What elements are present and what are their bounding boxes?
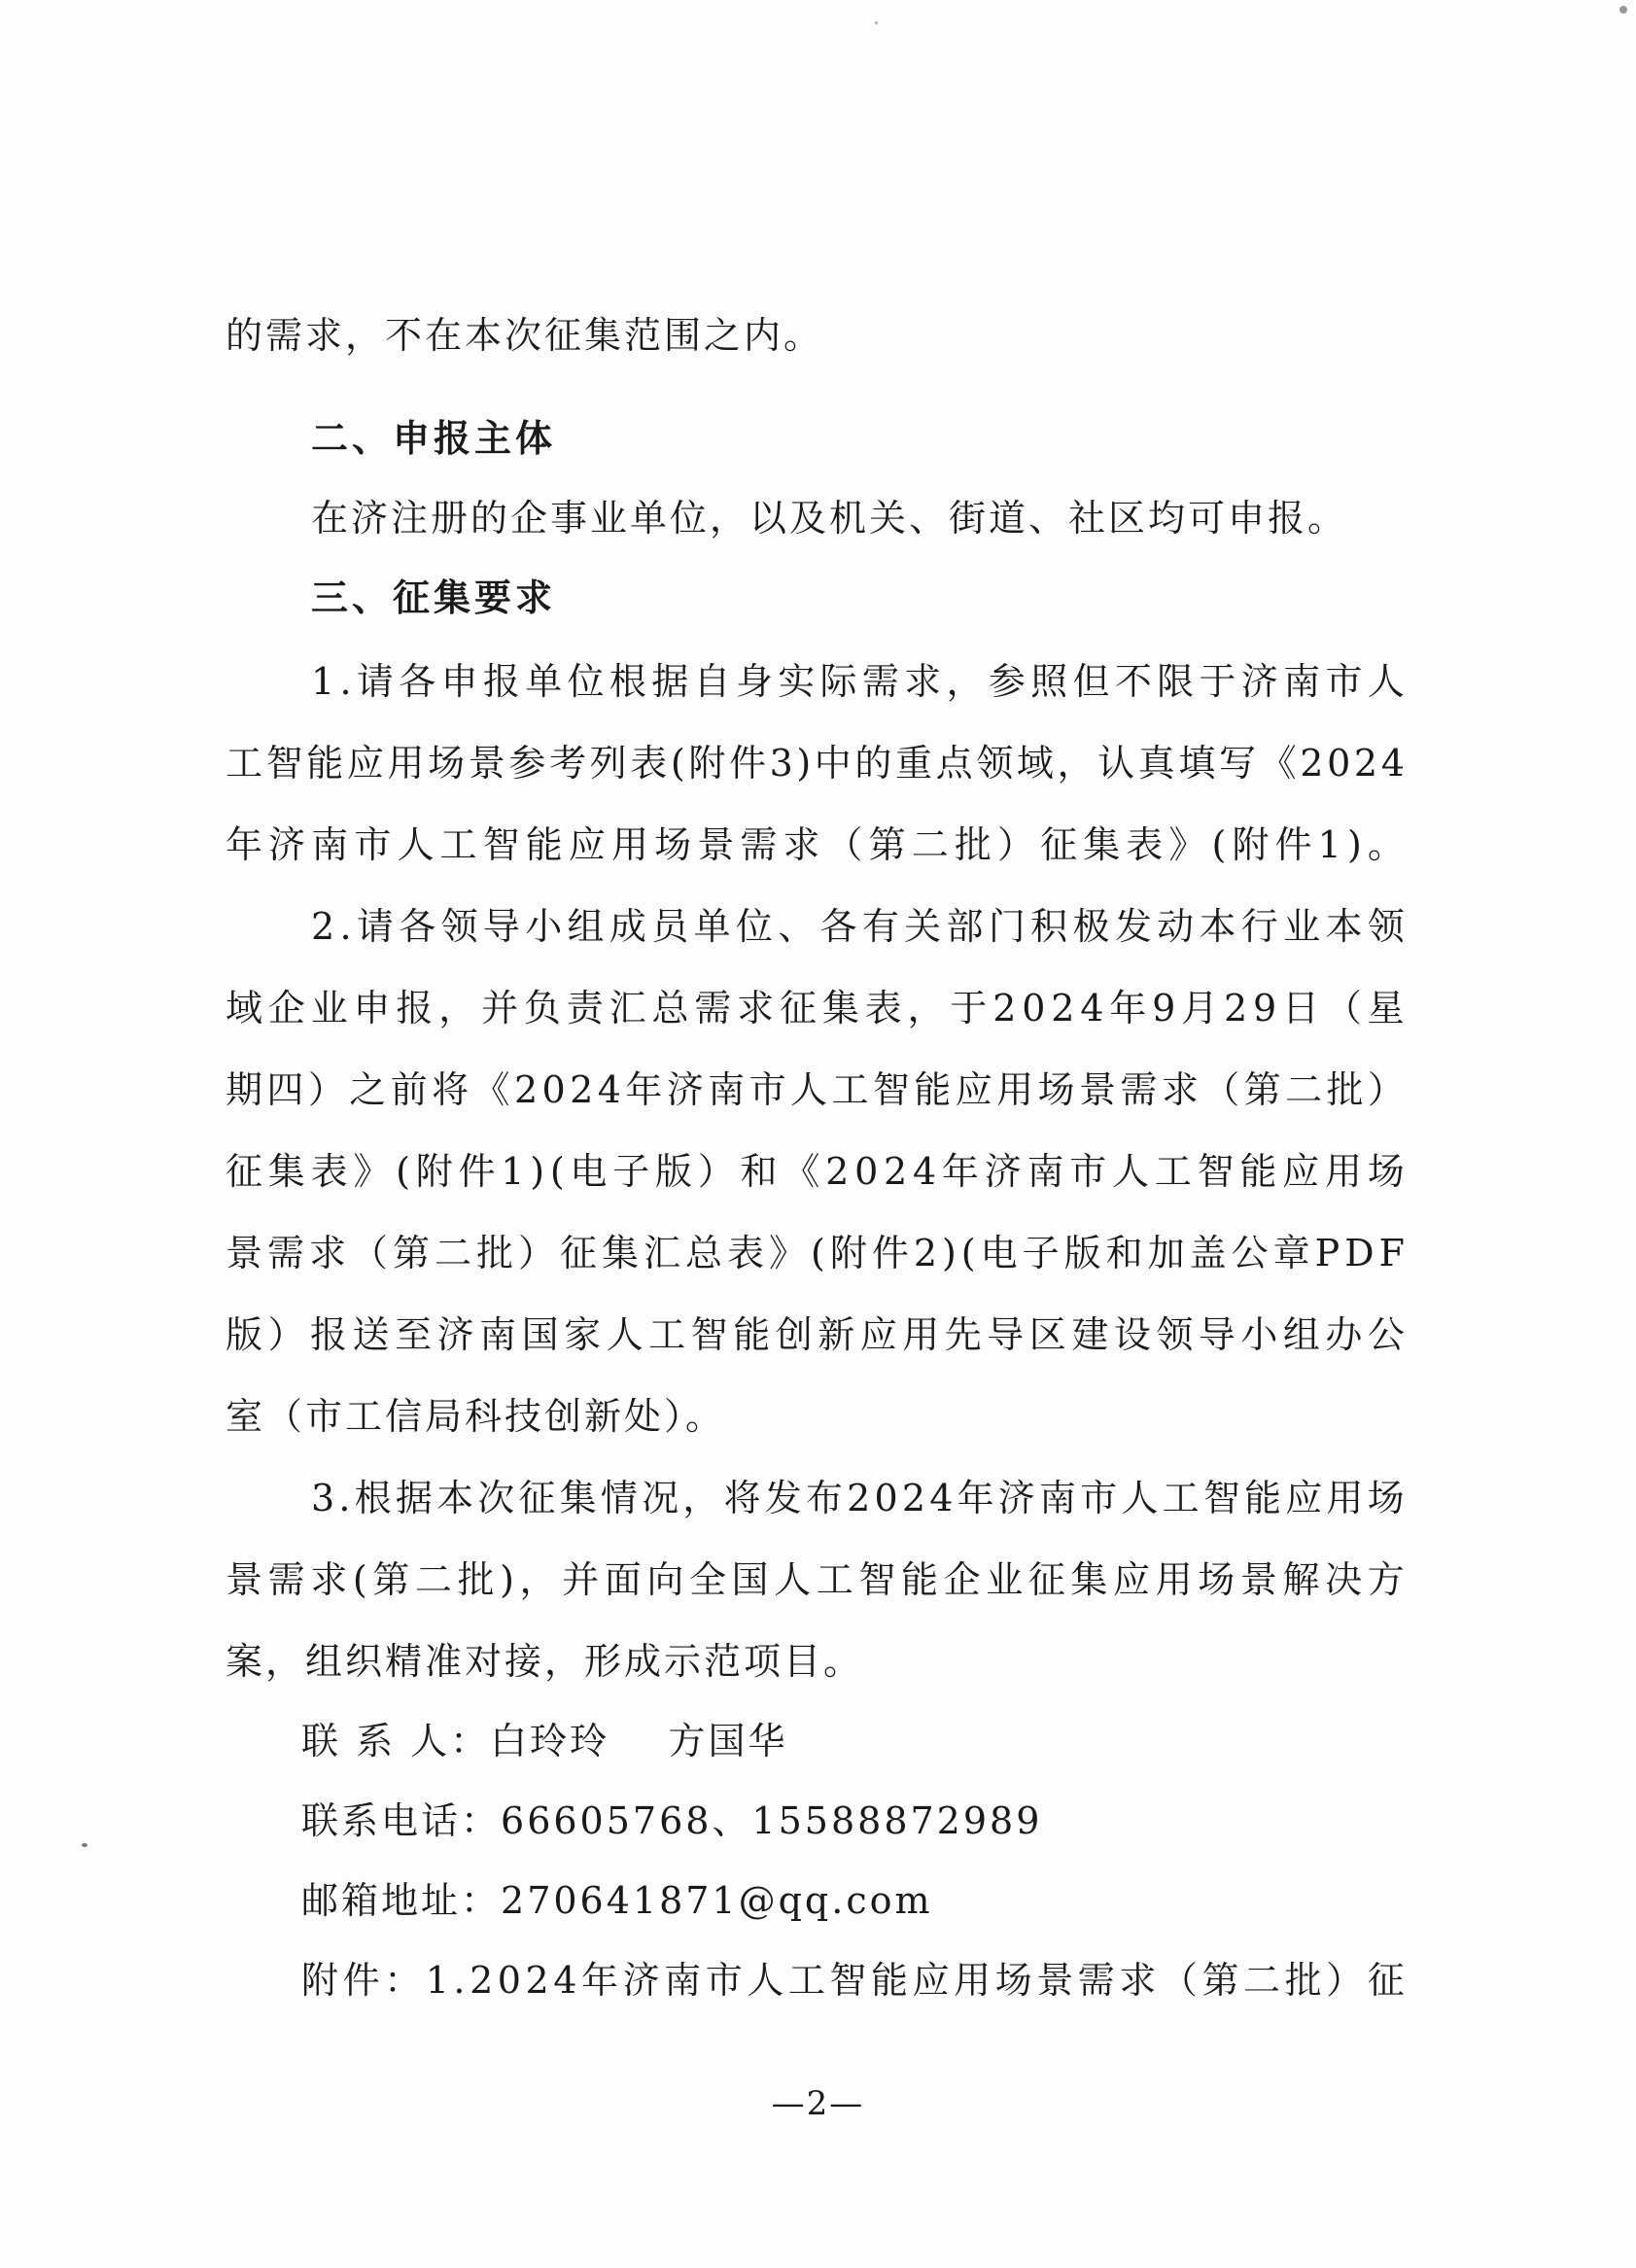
paragraph-line: 景 需 求 ( 第 二 批 ) ， 并 面 向 全 国 人 工 智 能 企 业 征 集 应 用 场 景 解 决 方: [226, 1558, 1405, 1601]
paragraph-line: 征 集 表 》 ( 附 件 1 ) ( 电 子 版 ） 和 《 2 0 2 4 年 济 南 市 人 工 智 能 应 用 场: [226, 1150, 1405, 1193]
paragraph-line: 3 . 根 据 本 次 征 集 情 况 ， 将 发 布 2 0 2 4 年 济 南 市 人 工 智 能 应 用 场: [311, 1477, 1405, 1519]
contact-person-value: 白玲玲 方国华: [490, 1720, 788, 1762]
paragraph-line: 的需求，不在本次征集范围之内。: [226, 314, 824, 357]
attachment-line: 附 件 ： 1 . 2 0 2 4 年 济 南 市 人 工 智 能 应 用 场 景 需 求 （ 第 二 批 ） 征: [301, 1959, 1405, 2002]
contact-phone: [301, 1798, 1042, 1843]
section-heading: 三、征集要求: [311, 576, 557, 619]
paragraph-line: 年 济 南 市 人 工 智 能 应 用 场 景 需 求 （ 第 二 批 ） 征 集 表 》 ( 附 件 1 ) 。: [226, 823, 1405, 866]
paragraph-line: 域 企 业 申 报 ， 并 负 责 汇 总 需 求 征 集 表 ， 于 2 0 2 4 年 9 月 2 9 日 （ 星: [226, 987, 1405, 1029]
contact-person-label: 联 系 人：: [301, 1720, 491, 1762]
paragraph-line: 期 四 ） 之 前 将 《 2 0 2 4 年 济 南 市 人 工 智 能 应 用 场 景 需 求 （ 第 二 批 ）: [226, 1068, 1405, 1111]
contact-email: [301, 1878, 933, 1923]
scan-speck: [82, 1843, 87, 1847]
paragraph-line: 在济注册的企事业单位，以及机关、街道、社区均可申报。: [311, 497, 1348, 540]
paragraph-line: 景 需 求 （ 第 二 批 ） 征 集 汇 总 表 》 ( 附 件 2 ) ( 电 子 版 和 加 盖 公 章 P D F: [226, 1232, 1405, 1274]
contact-phone-value: 66605768、15588872989: [501, 1799, 1043, 1842]
contact-email-value: 270641871@qq.com: [501, 1879, 933, 1922]
scan-speck: [875, 21, 878, 24]
contact-phone-label: 联系电话：: [301, 1799, 502, 1842]
contact-person: [301, 1719, 788, 1763]
paragraph-line: 室（市工信局科技创新处）。: [226, 1395, 726, 1438]
paragraph-line: 版 ） 报 送 至 济 南 国 家 人 工 智 能 创 新 应 用 先 导 区 建 设 领 导 小 组 办 公: [226, 1313, 1405, 1356]
paragraph-line: 1 . 请 各 申 报 单 位 根 据 自 身 实 际 需 求 ， 参 照 但 不 限 于 济 南 市 人: [311, 660, 1405, 703]
scan-speck: [1619, 6, 1627, 14]
section-heading: 二、申报主体: [311, 417, 557, 460]
paragraph-line: 案，组织精准对接，形成示范项目。: [226, 1640, 864, 1683]
page-number: —2—: [771, 2084, 865, 2123]
paragraph-line: 工 智 能 应 用 场 景 参 考 列 表 ( 附 件 3 ) 中 的 重 点 领 域 ， 认 真 填 写 《 2 0 2 4: [226, 742, 1405, 785]
contact-email-label: 邮箱地址：: [301, 1879, 502, 1922]
paragraph-line: 2 . 请 各 领 导 小 组 成 员 单 位 、 各 有 关 部 门 积 极 发 动 本 行 业 本 领: [311, 905, 1405, 948]
